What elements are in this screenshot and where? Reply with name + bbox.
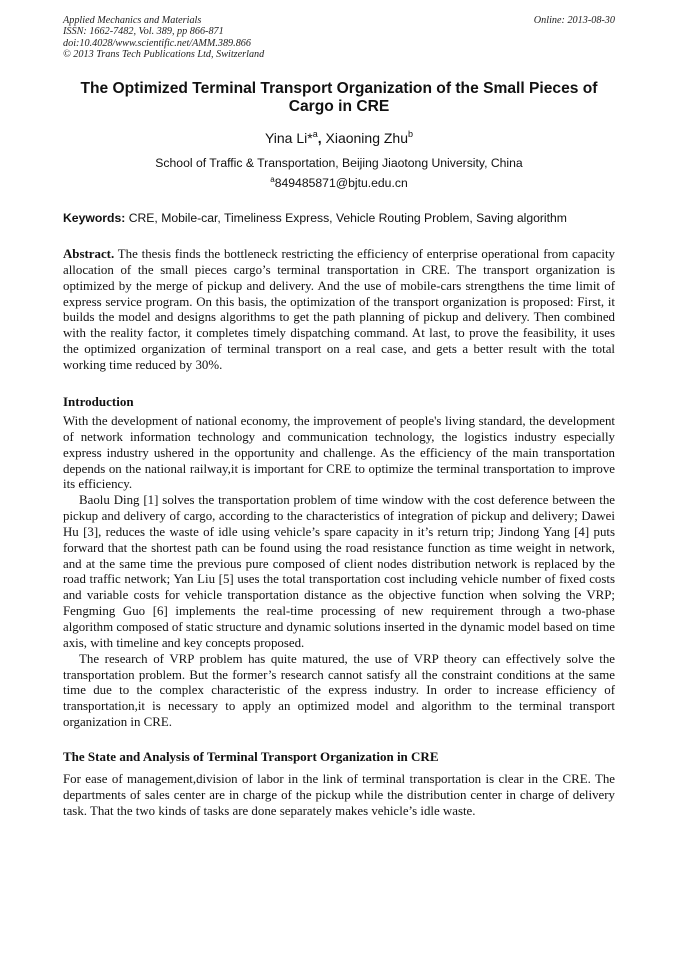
keywords [63,211,615,226]
section-body [63,414,615,731]
author-affiliation-mark: b [408,129,414,139]
abstract-label: Abstract. [63,247,115,261]
section-body [63,772,615,820]
author-email [63,176,615,191]
author-separator: , [317,130,322,146]
affiliation: School of Traffic & Transportation, Beijing Jiaotong University, China [155,156,523,170]
author-affiliation-mark: a [312,129,318,139]
email-mark: a [270,175,275,184]
paragraph: Baolu Ding [1] solves the transportation problem of time window with the cost deference between the pickup and delivery of cargo, according to the characteristics of integration of pickup and delivery; Dawei Hu [3], reduces the waste of idle using vehicle’s spare capacity in it’s return trip; Jindong Yang [4] puts forward that the shortest path can be found using the road resistance function as time weight in network, and at the same time the previous pure composed of client nodes distribution network is replaced by the road traffic network; Yan Liu [5] uses the total transportation cost including vehicle number of fixed costs and variable costs for vehicle transportation distance as the objective function when solving the VRP; Fengming Guo [6] implements the real-time processing of new requirement through a two-phase algorithm composed of static structure and dynamic solutions inserted in the dynamic model based on time axis, with timeline and key concepts proposed. [63,493,615,650]
author-list [63,130,615,146]
paper-title: The Optimized Terminal Transport Organization of the Small Pieces of Cargo in CRE [80,80,598,115]
paragraph: The research of VRP problem has quite matured, the use of VRP theory can effectively solve the transportation problem. But the former’s research cannot satisfy all the constraint conditions at the same time due to the complex characteristic of the express industry. In order to increase efficiency of transportation,it is necessary to apply an optimized model and algorithm to the terminal transport organization in CRE. [63,651,615,730]
journal-info [63,15,615,61]
keywords-label: Keywords: [63,211,126,225]
email-address: 849485871@bjtu.edu.cn [274,176,408,190]
author-name: Xiaoning Zhu [321,130,409,146]
online-date: Online: 2013-08-30 [533,15,615,26]
issn-line: ISSN: 1662-7482, Vol. 389, pp 866-871 [63,26,224,38]
section-heading: Introduction [63,394,134,409]
copyright-line: © 2013 Trans Tech Publications Ltd, Switzerland [63,49,265,61]
abstract-text: The thesis finds the bottleneck restricting the efficiency of enterprise operational from capacity allocation of the small pieces cargo’s terminal transportation in CRE. The transport organization is optimized by the merge of pickup and delivery. And the use of mobile-cars strengthens the time limit of express service program. On this basis, the optimization of the transport organization is proposed: First, it builds the model and designs algorithms to get the path planning of pickup and delivery. Then combined with the reality factor, it completes timely dispatching command. At last, to prove the feasibility, it uses the optimized organization of terminal transport on a real case, and gets a better result with the total working time reduced by 30%. [63,247,615,372]
journal-header [63,15,615,61]
doi-line: doi:10.4028/www.scientific.net/AMM.389.866 [63,37,251,49]
journal-name: Applied Mechanics and Materials [63,15,202,26]
abstract [63,247,615,374]
paragraph: With the development of national economy, the improvement of people's living standard, the development of network information technology and communication technology, the logistics industry especially express industry ushered in the opportunity and challenge. As the efficiency of the main transportation depends on the national railway,it is important for CRE to optimize the terminal transportation to improve its efficiency. [63,414,615,492]
author-name: Yina Li* [264,130,313,146]
keywords-text: CRE, Mobile-car, Timeliness Express, Vehicle Routing Problem, Saving algorithm [125,211,567,225]
section-heading: The State and Analysis of Terminal Transport Organization in CRE [63,749,439,764]
paragraph: For ease of management,division of labor in the link of terminal transportation is clear in the CRE. The departments of sales center are in charge of the pickup while the distribution center in charge of delivery task. That the two kinds of tasks are done separately makes vehicle’s idle waste. [63,772,615,818]
